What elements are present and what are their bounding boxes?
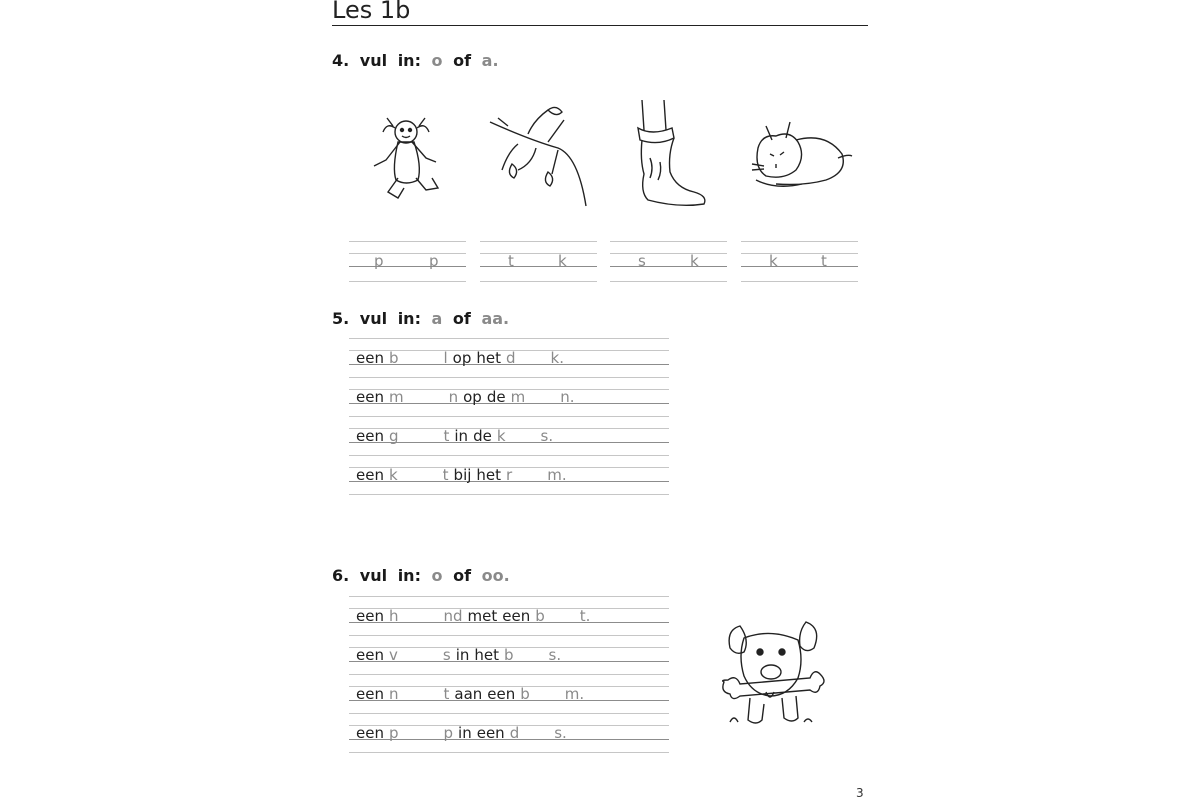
lesson-title: Les 1b <box>332 0 868 26</box>
option-b: a. <box>481 51 499 70</box>
word-letter: p <box>374 252 384 270</box>
word-letter: k <box>690 252 699 270</box>
word: t <box>442 466 449 484</box>
word-box <box>610 241 727 283</box>
word: bij <box>453 466 472 484</box>
instruction-word: vul <box>359 566 388 585</box>
word-letter: k <box>769 252 778 270</box>
word: in <box>454 427 469 445</box>
word: een <box>356 427 384 445</box>
exercise-number: 6. <box>332 566 350 585</box>
exercise-5-heading <box>332 309 514 328</box>
word: s. <box>548 646 562 664</box>
exercise-number: 4. <box>332 51 350 70</box>
word: k <box>388 466 398 484</box>
option-b: aa. <box>481 309 510 328</box>
sentence-row <box>356 607 595 625</box>
word: een <box>502 607 531 625</box>
word: een <box>487 685 516 703</box>
cat-picture <box>746 118 856 198</box>
word: n <box>448 388 459 406</box>
word: in <box>458 724 472 742</box>
word: t <box>443 427 450 445</box>
word: d <box>509 724 520 742</box>
doll-picture <box>360 108 452 204</box>
word: d <box>506 349 516 367</box>
word: een <box>356 607 384 625</box>
word: aan <box>454 685 483 703</box>
sentence-row <box>356 724 572 742</box>
word: k. <box>550 349 564 367</box>
word: b <box>504 646 514 664</box>
word-box <box>741 241 858 283</box>
word: met <box>467 607 498 625</box>
word: de <box>486 388 506 406</box>
exercise-6-heading <box>332 566 515 585</box>
sentence-row <box>356 427 558 445</box>
word: n <box>388 685 399 703</box>
word: een <box>356 388 384 406</box>
exercise-4-heading <box>332 51 504 70</box>
connector-word: of <box>453 566 472 585</box>
word: l <box>443 349 448 367</box>
word-letter: p <box>429 252 439 270</box>
word: een <box>476 724 505 742</box>
option-b: oo. <box>481 566 510 585</box>
sock-picture <box>628 98 710 210</box>
instruction-word: in: <box>397 309 421 328</box>
word: m. <box>547 466 567 484</box>
word: g <box>388 427 399 445</box>
sentence-row <box>356 349 569 367</box>
word: v <box>388 646 398 664</box>
option-a: o <box>431 51 443 70</box>
word: k <box>496 427 506 445</box>
word: t. <box>579 607 591 625</box>
sentence-row <box>356 646 566 664</box>
exercise-number: 5. <box>332 309 350 328</box>
word: s <box>442 646 451 664</box>
word: t <box>443 685 450 703</box>
page-number: 3 <box>856 786 864 800</box>
word: een <box>356 724 384 742</box>
dog-picture <box>720 618 826 730</box>
word: nd <box>443 607 463 625</box>
word: h <box>388 607 399 625</box>
sentence-row <box>356 388 579 406</box>
word: het <box>476 466 502 484</box>
word-letter: t <box>508 252 514 270</box>
option-a: o <box>431 566 443 585</box>
instruction-word: in: <box>397 51 421 70</box>
word: b <box>535 607 545 625</box>
word-letter: s <box>638 252 646 270</box>
word: het <box>474 646 499 664</box>
word: een <box>356 685 384 703</box>
word: een <box>356 646 384 664</box>
word: n. <box>560 388 575 406</box>
word: b <box>388 349 399 367</box>
word: s. <box>540 427 554 445</box>
word: m. <box>564 685 585 703</box>
word-box <box>349 241 466 283</box>
word: op <box>463 388 482 406</box>
word: r <box>506 466 513 484</box>
branch-picture <box>488 102 592 208</box>
word: p <box>388 724 399 742</box>
instruction-word: vul <box>359 51 388 70</box>
instruction-word: in: <box>397 566 421 585</box>
word: b <box>520 685 530 703</box>
word: m <box>388 388 404 406</box>
word: in <box>455 646 470 664</box>
word: een <box>356 349 384 367</box>
sentence-row <box>356 685 589 703</box>
word: m <box>510 388 526 406</box>
word: het <box>476 349 501 367</box>
word: op <box>452 349 472 367</box>
instruction-word: vul <box>359 309 388 328</box>
option-a: a <box>431 309 443 328</box>
word: s. <box>554 724 567 742</box>
word: de <box>473 427 492 445</box>
word: een <box>356 466 384 484</box>
connector-word: of <box>452 309 471 328</box>
connector-word: of <box>453 51 472 70</box>
word-letter: t <box>821 252 827 270</box>
word: p <box>443 724 454 742</box>
word-box <box>480 241 597 283</box>
word-letter: k <box>558 252 567 270</box>
sentence-row <box>356 466 572 484</box>
